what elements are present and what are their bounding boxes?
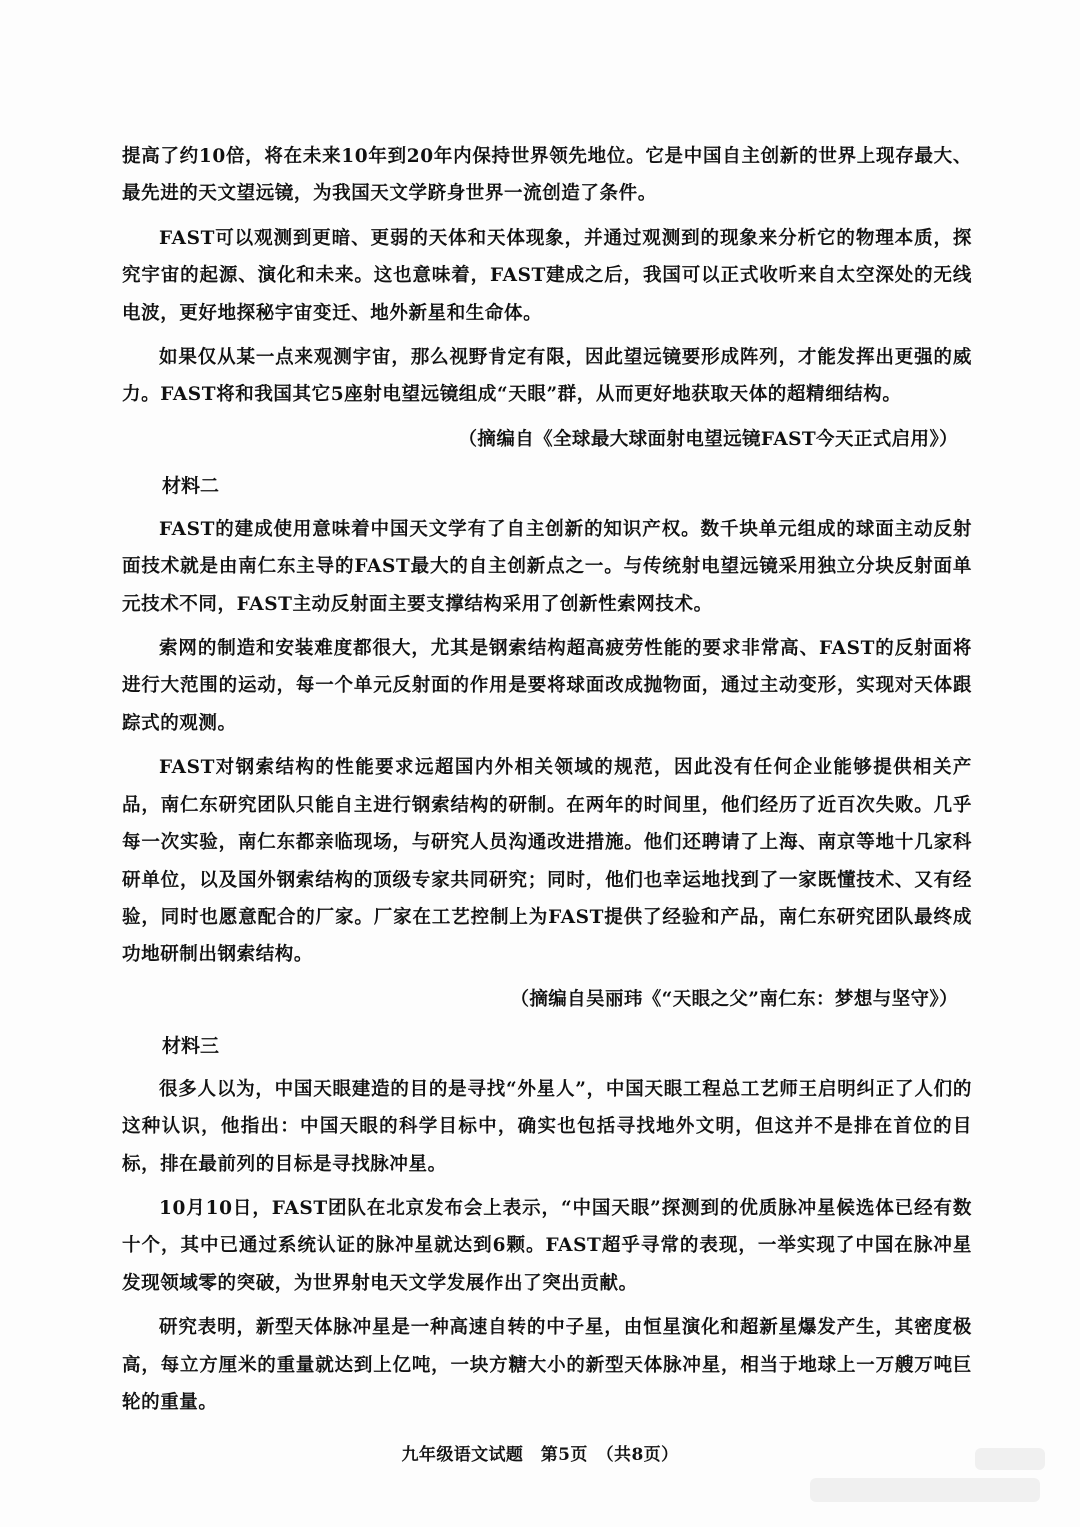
material-3-heading: 材料三 [162,1034,220,1057]
material-2-heading: 材料二 [162,474,220,497]
material-3-paragraph: 很多人以为，中国天眼建造的目的是寻找“外星人”，中国天眼工程总工艺师王启明纠正了人们的这种认识，他指出：中国天眼的科学目标中，确实也包括寻找地外文明，但这并不是排在首位的目标，排在最前列的目标是寻找脉冲星。 [122,1078,972,1175]
material-3-paragraph: 研究表明，新型天体脉冲星是一种高速自转的中子星，由恒星演化和超新星爆发产生，其密度极高，每立方厘米的重量就达到上亿吨，一块方糖大小的新型天体脉冲星，相当于地球上一万艘万吨巨轮的重量。 [122,1317,972,1413]
paragraph-fast-observation: FAST可以观测到更暗、更弱的天体和天体现象，并通过观测到的现象来分析它的物理本质，探究宇宙的起源、演化和未来。这也意味着，FAST建成之后，我国可以正式收听来自太空深处的无线电波，更好地探秘宇宙变迁、地外新星和生命体。 [122,227,972,324]
paragraph-telescope-array: 如果仅从某一点来观测宇宙，那么视野肯定有限，因此望远镜要形成阵列，才能发挥出更强的威力。FAST将和我国其它5座射电望远镜组成“天眼”群，从而更好地获取天体的超精细结构。 [122,347,972,406]
source-citation-1: （摘编自《全球最大球面射电望远镜FAST今天正式启用》） [458,428,958,450]
scan-smudge [810,1478,1040,1502]
material-3-paragraph: 10月10日，FAST团队在北京发布会上表示，“中国天眼”探测到的优质脉冲星候选体已经有数十个，其中已通过系统认证的脉冲星就达到6颗。FAST超乎寻常的表现，一举实现了中国在脉冲星发现领域零的突破，为世界射电天文学发展作出了突出贡献。 [122,1197,972,1294]
material-2-paragraph: FAST的建成使用意味着中国天文学有了自主创新的知识产权。数千块单元组成的球面主动反射面技术就是由南仁东主导的FAST最大的自主创新点之一。与传统射电望远镜采用独立分块反射面单元技术不同，FAST主动反射面主要支撑结构采用了创新性索网技术。 [122,518,972,615]
source-citation-2: （摘编自吴丽玮《“天眼之父”南仁东：梦想与坚守》） [510,988,958,1010]
material-2-paragraph: FAST对钢索结构的性能要求远超国内外相关领域的规范，因此没有任何企业能够提供相关产品，南仁东研究团队只能自主进行钢索结构的研制。在两年的时间里，他们经历了近百次失败。几乎每一次实验，南仁东都亲临现场，与研究人员沟通改进措施。他们还聘请了上海、南京等地十几家科研单位，以及国外钢索结构的顶级专家共同研究；同时，他们也幸运地找到了一家既懂技术、又有经验，同时也愿意配合的厂家。厂家在工艺控制上为FAST提供了经验和产品，南仁东研究团队最终成功地研制出钢索结构。 [122,757,972,966]
page-content [122,138,972,1428]
page-footer: 九年级语文试题 第5页 （共8页） [401,1445,679,1465]
paragraph-continued: 提高了约10倍，将在未来10年到20年内保持世界领先地位。它是中国自主创新的世界上现存最大、最先进的天文望远镜，为我国天文学跻身世界一流创造了条件。 [122,146,972,205]
material-2-paragraph: 索网的制造和安装难度都很大，尤其是钢索结构超高疲劳性能的要求非常高、FAST的反射面将进行大范围的运动，每一个单元反射面的作用是要将球面改成抛物面，通过主动变形，实现对天体跟踪式的观测。 [122,638,972,734]
scan-smudge [975,1448,1045,1470]
